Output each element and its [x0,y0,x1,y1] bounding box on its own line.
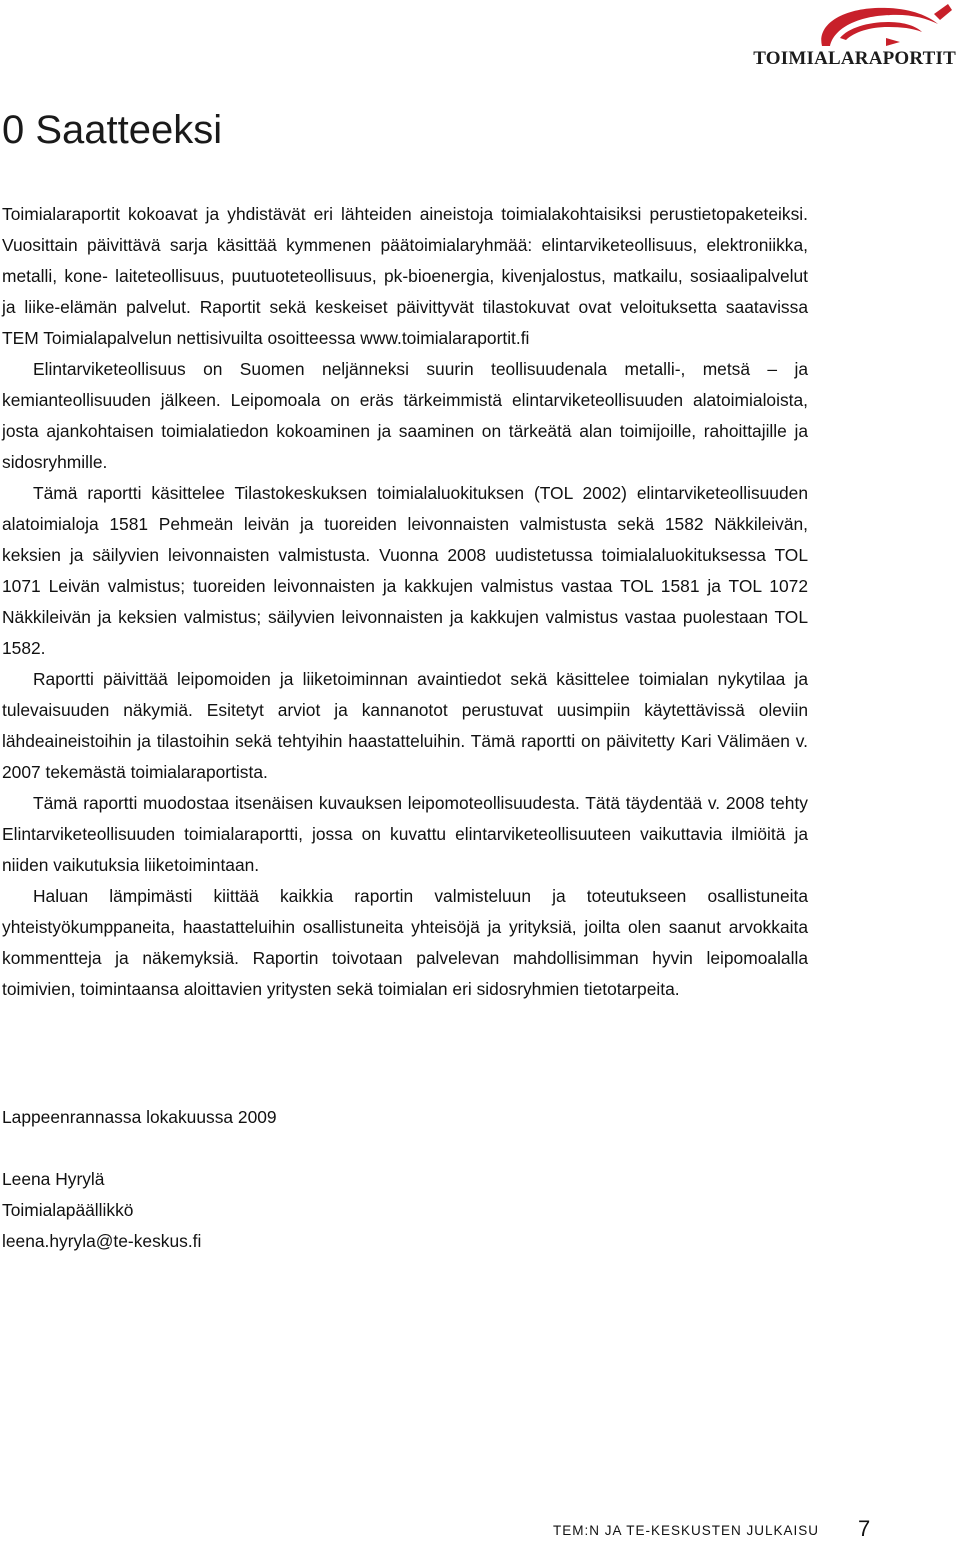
paragraph-report-scope: Raportti päivittää leipomoiden ja liiketoiminnan avaintiedot sekä käsittelee toimialan nykytilaa ja tulevaisuuden näkymiä. Esitetyt arviot ja kannanotot perustuvat uusimpiin käytettävissä oleviin lähdeaineistoihin ja tilastoihin sekä tehtyihin haastatteluihin. Tämä raportti on päivitetty Kari Välimäen v. 2007 tekemästä toimialaraportista. [2,669,808,782]
paragraph-industry: Elintarviketeollisuus on Suomen neljänneksi suurin teollisuudenala metalli-, metsä – ja kemianteollisuuden jälkeen. Leipomoala on eräs tärkeimmistä elintarviketeollisuuden alatoimialoista, josta ajankohtaisen toimialatiedon kokoaminen ja saaminen on tärkeätä alan toimijoille, rahoittajille ja sidosryhmille. [2,359,808,472]
logo-wordmark: TOIMIALARAPORTIT [753,48,956,69]
toimialaraportit-logo [753,2,956,69]
closing-place-date-block [2,1102,277,1133]
footer-publication-label: TEM:N JA TE-KESKUSTEN JULKAISU [553,1523,820,1538]
paragraph-classification: Tämä raportti käsittelee Tilastokeskuksen toimialaluokituksen (TOL 2002) elintarviketeollisuuden alatoimialoja 1581 Pehmeän leivän ja tuoreiden leivonnaisten valmistusta sekä 1582 Näkkileivän, keksien ja säilyvien leivonnaisten valmistusta. Vuonna 2008 uudistetussa toimialaluokituksessa TOL 1071 Leivän valmistus; tuoreiden leivonnaisten ja kakkujen valmistus vastaa TOL 1581 ja TOL 1072 Näkkileivän ja keksien valmistus; säilyvien leivonnaisten ja kakkujen valmistus vastaa puolestaan TOL 1582. [2,483,808,658]
logo-swoosh-icon [788,2,954,48]
paragraph-thanks: Haluan lämpimästi kiittää kaikkia raportin valmisteluun ja toteutukseen osallistuneita yhteistyökumppaneita, haastatteluihin osallistuneita yhteisöjä ja yrityksiä, joilta olen saanut arvokkaita kommentteja ja näkemyksiä. Raportin toivotaan palvelevan mahdollisimman hyvin leipomoalalla toimivien, toimintaansa aloittavien yritysten sekä toimialan eri sidosryhmien tietotarpeita. [2,886,808,999]
body-text [2,199,808,1005]
closing-place-date: Lappeenrannassa lokakuussa 2009 [2,1107,277,1127]
page-number: 7 [858,1516,871,1541]
signature-email: leena.hyryla@te-keskus.fi [2,1231,202,1251]
signature-name: Leena Hyrylä [2,1169,105,1189]
page-title: 0 Saatteeksi [2,108,223,152]
signature-role: Toimialapäällikkö [2,1200,134,1220]
paragraph-intro: Toimialaraportit kokoavat ja yhdistävät eri lähteiden aineistoja toimialakohtaisiksi perustietopaketeiksi. Vuosittain päivittävä sarja käsittää kymmenen päätoimialaryhmää: elintarviketeollisuus, elektroniikka, metalli, kone- laiteteollisuus, puutuoteteollisuus, pk-bioenergia, kivenjalostus, matkailu, sosiaalipalvelut ja liike-elämän palvelut. Raportit sekä keskeiset päivittyvät tilastokuvat ovat veloituksetta saatavissa TEM Toimialapalvelun nettisivuilta osoitteessa www.toimialaraportit.fi [2,204,808,348]
paragraph-complement: Tämä raportti muodostaa itsenäisen kuvauksen leipomoteollisuudesta. Tätä täydentää v. 2008 tehty Elintarviketeollisuuden toimialaraportti, jossa on kuvattu elintarviketeollisuuteen vaikuttavia ilmiöitä ja niiden vaikutuksia liiketoimintaan. [2,793,808,875]
signature-block [2,1164,201,1257]
